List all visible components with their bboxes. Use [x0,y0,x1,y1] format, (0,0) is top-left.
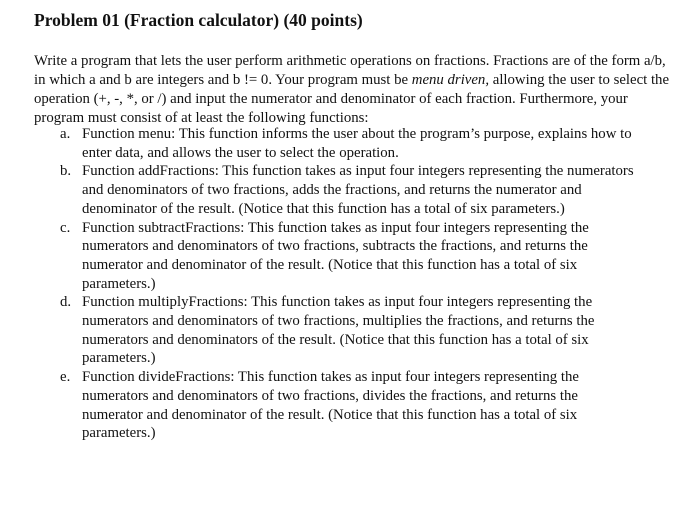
intro-text-end: allowing the user to select the operation (+, -, *, or /) and input the numerator and denominator of each fraction. Furthermore, your program must consist of at least the following functions: [34,72,670,126]
list-item-marker: c. [60,219,71,236]
list-item-text: Function subtractFractions: This function takes as input four integers representing the numerators and denominators of two fractions, subtracts the fractions, and returns the numerator and denominator of the result. (Notice that this function has a total of six parameters.) [82,219,589,292]
list-item-marker: b. [60,163,72,180]
list-item-marker: d. [60,294,72,311]
list-item [34,125,674,162]
list-item-marker: a. [60,126,71,142]
list-item [34,162,674,218]
problem-intro-paragraph [34,52,674,128]
function-list [34,125,674,443]
list-item-text: Function divideFractions: This function takes as input four integers representing the numerators and denominators of two fractions, divides the fractions, and returns the numerator and denominator of the result. (Notice that this function has a total of six parameters.) [82,369,579,442]
intro-text-start: Write a program that lets the user perform arithmetic operations on fractions. Fractions are of the form a/b, in which a and b are integers and b != 0. Your program must be [34,53,666,88]
list-item [34,368,674,443]
list-item-marker: e. [60,369,71,386]
intro-italic-text: menu driven, [411,72,490,88]
problem-title: Problem 01 (Fraction calculator) (40 points) [34,10,363,30]
list-item [34,293,674,368]
list-item-text: Function addFractions: This function takes as input four integers representing the numerators and denominators of two fractions, adds the fractions, and returns the numerator and denominator of the result. (Notice that this function has a total of six parameters.) [82,163,634,217]
list-item [34,219,674,294]
list-item-text: Function menu: This function informs the user about the program’s purpose, explains how to enter data, and allows the user to select the operation. [82,126,632,161]
list-item-text: Function multiplyFractions: This function takes as input four integers representing the numerators and denominators of two fractions, multiplies the fractions, and returns the numerators and denominators of the result. (Notice that this function has a total of six parameters.) [82,294,595,367]
